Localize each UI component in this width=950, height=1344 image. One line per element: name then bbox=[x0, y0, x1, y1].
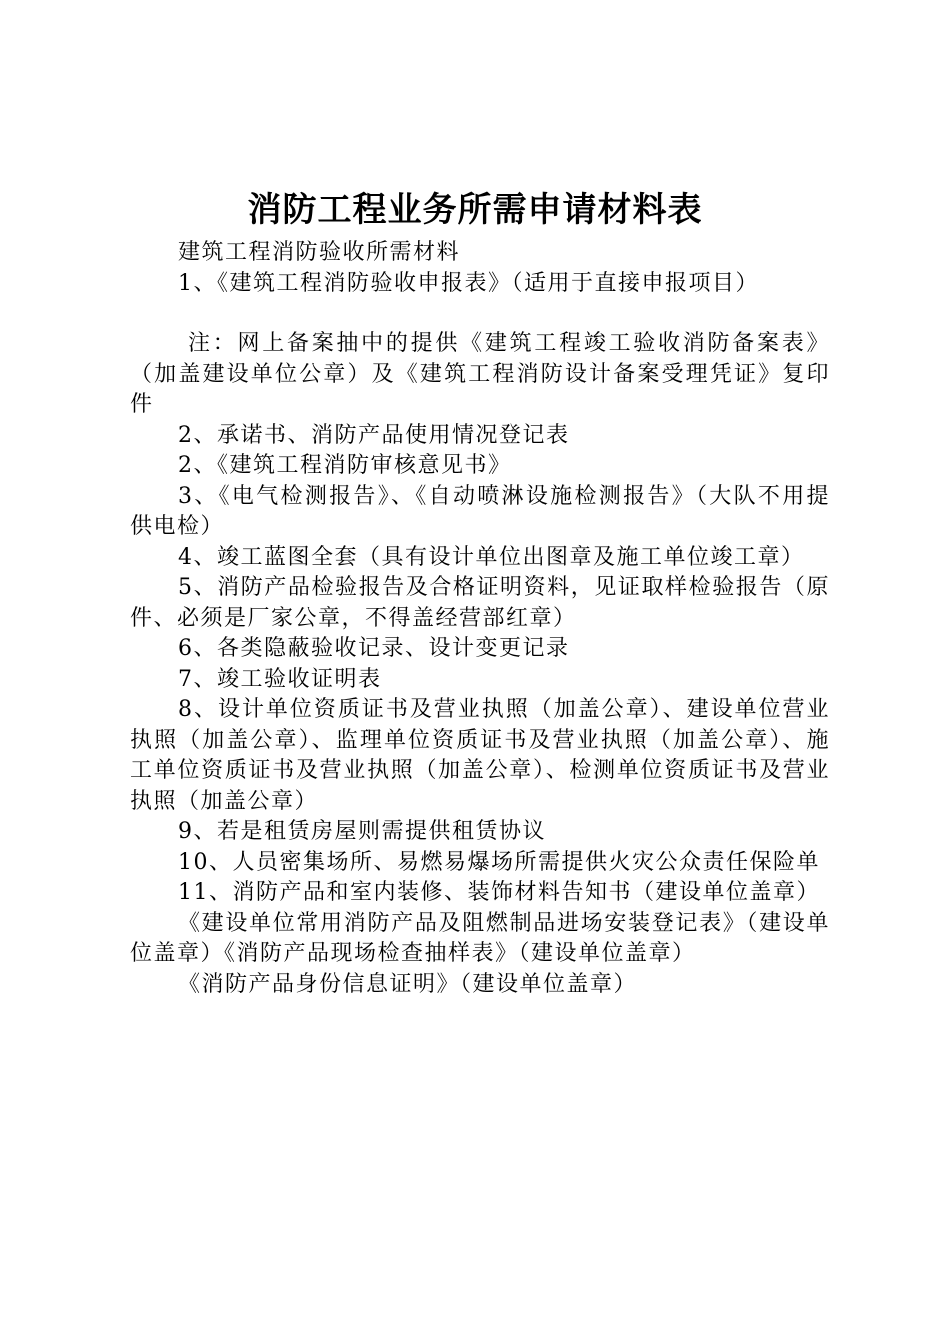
section-heading: 建筑工程消防验收所需材料 bbox=[178, 240, 461, 265]
document-title: 消防工程业务所需申请材料表 bbox=[247, 190, 703, 230]
document-body bbox=[130, 238, 830, 1000]
list-item: 1、《建筑工程消防验收申报表》（适用于直接申报项目） bbox=[178, 270, 759, 296]
list-item: 2、承诺书、消防产品使用情况登记表 bbox=[178, 422, 570, 448]
list-item: 9、若是租赁房屋则需提供租赁协议 bbox=[178, 819, 546, 844]
list-item: 10、人员密集场所、易燃易爆场所需提供火灾公众责任保险单 bbox=[178, 849, 820, 875]
list-item: 6、各类隐蔽验收记录、设计变更记录 bbox=[178, 636, 570, 661]
list-item: 3、《电气检测报告》、《自动喷淋设施检测报告》（大队不用提供电检） bbox=[130, 483, 830, 539]
list-item: 2、《建筑工程消防审核意见书》 bbox=[178, 453, 512, 478]
list-item: 《消防产品身份信息证明》（建设单位盖章） bbox=[178, 971, 638, 997]
list-item: 11、消防产品和室内装修、装饰材料告知书（建设单位盖章） bbox=[178, 880, 820, 905]
list-item: 4、竣工蓝图全套（具有设计单位出图章及施工单位竣工章） bbox=[178, 544, 805, 570]
note-paragraph: 注：网上备案抽中的提供《建筑工程竣工验收消防备案表》（加盖建设单位公章）及《建筑工程消防设计备案受理凭证》复印件 bbox=[130, 331, 830, 417]
list-item: 5、消防产品检验报告及合格证明资料，见证取样检验报告（原件、必须是厂家公章，不得盖经营部红章） bbox=[130, 575, 830, 631]
list-item: 7、竣工验收证明表 bbox=[178, 666, 382, 692]
list-item: 8、设计单位资质证书及营业执照（加盖公章）、建设单位营业执照（加盖公章）、监理单位资质证书及营业执照（加盖公章）、施工单位资质证书及营业执照（加盖公章）、检测单位资质证书及营业执照（加盖公章） bbox=[130, 697, 830, 814]
list-item: 《建设单位常用消防产品及阻燃制品进场安装登记表》（建设单位盖章）《消防产品现场检查抽样表》（建设单位盖章） bbox=[130, 910, 830, 966]
